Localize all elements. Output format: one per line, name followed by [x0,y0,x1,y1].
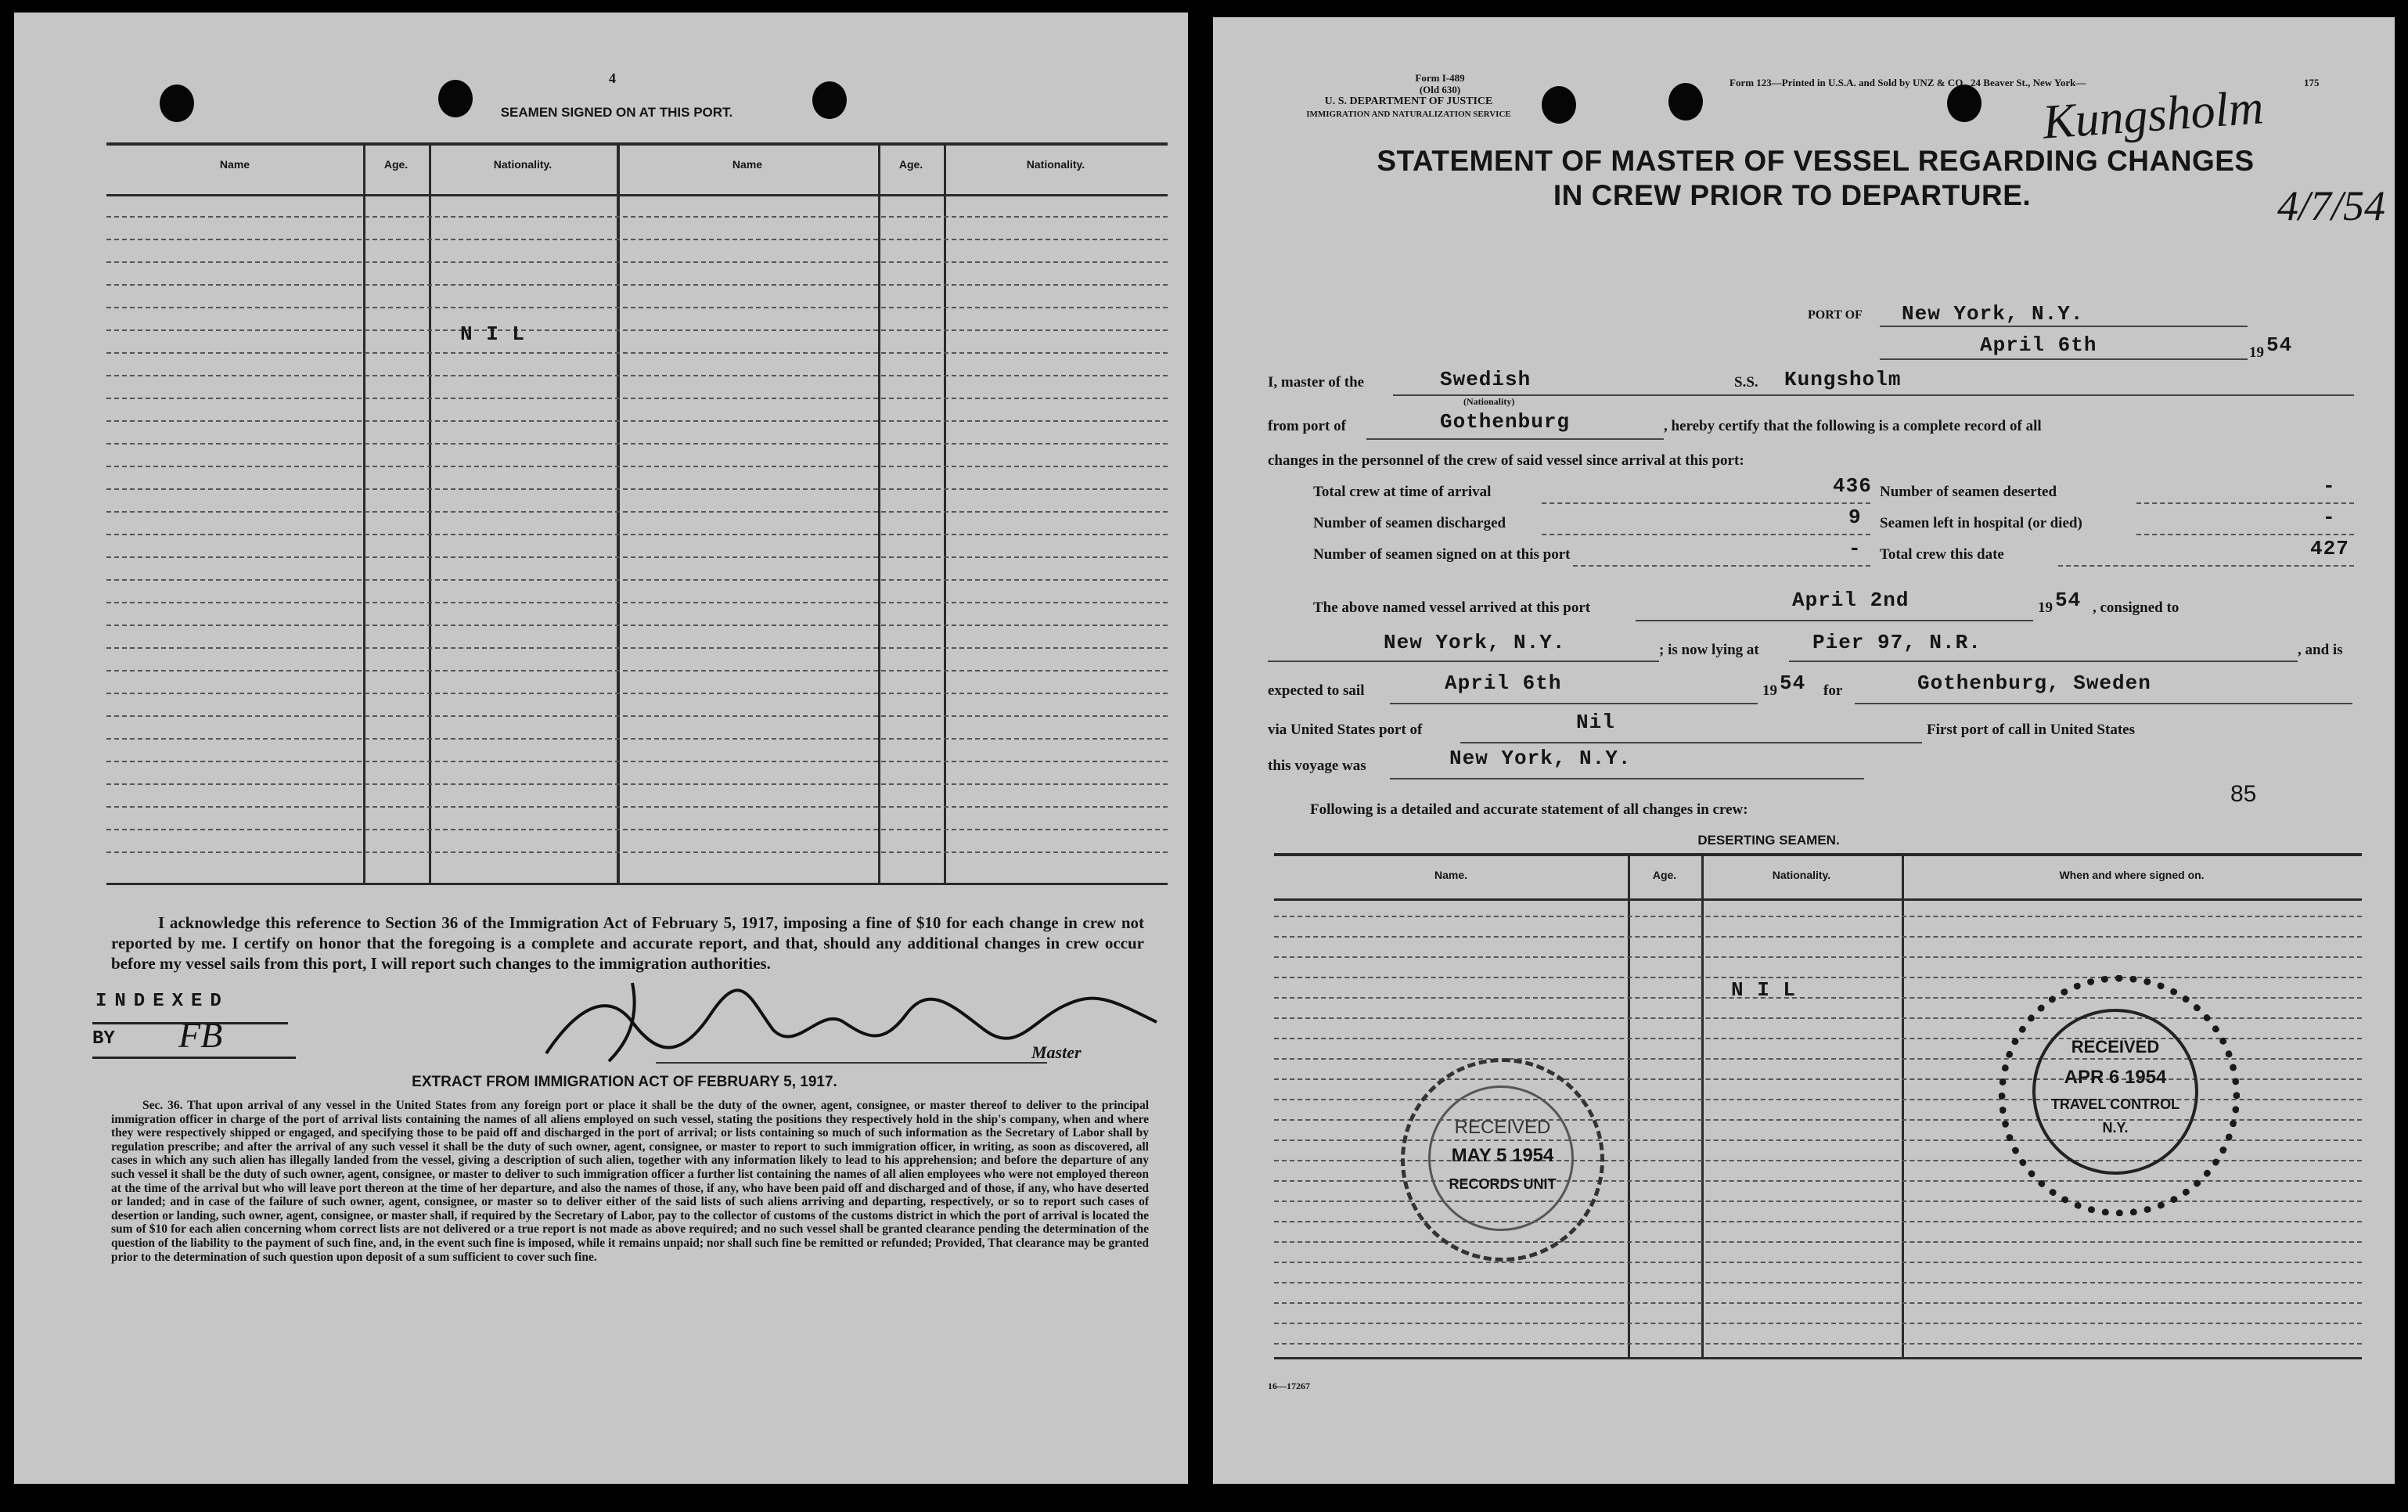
hospital-label: Seamen left in hospital (or died) [1880,515,2082,531]
total-crew-arrival-value: 436 [1833,474,1872,498]
binder-hole [160,85,194,122]
extract-title: EXTRACT FROM IMMIGRATION ACT OF FEBRUARY 5, 1917. [412,1074,837,1090]
binder-hole [1947,85,1981,122]
table-row-line [106,511,1168,513]
indexed-initials: FB [178,1015,223,1055]
discharged-value: 9 [1848,506,1862,529]
indexed-stamp: INDEXED BY FB [92,991,327,1077]
table-row-line [106,375,1168,376]
via-label: via United States port of [1268,722,1423,738]
arrived-label: The above named vessel arrived at this port [1313,599,1591,616]
table-row-line [106,261,1168,263]
page-count: 85 [2230,781,2257,807]
table-row-line [1274,956,2362,958]
binder-hole [1668,83,1703,121]
handwritten-date: 4/7/54 [2277,182,2386,229]
table-row-line [1274,1262,2362,1263]
certify-text: , hereby certify that the following is a complete record of all [1664,418,2042,434]
expected-label: expected to sail [1268,682,1365,699]
via-value: Nil [1576,711,1615,734]
table-row-line [106,488,1168,490]
port-label: PORT OF [1808,308,1863,322]
table-row-line [106,670,1168,671]
nationality-value: Swedish [1440,368,1532,391]
handwritten-ship-name: Kungsholm [2040,81,2266,149]
table-row-line [106,420,1168,422]
table-row-line [106,307,1168,308]
column-header: Age. [1652,869,1677,881]
arrived-year: 54 [2055,589,2082,612]
table-row-line [106,216,1168,218]
deserting-title: DESERTING SEAMEN. [1697,833,1840,848]
table-row-line [106,556,1168,558]
column-header: Name. [1434,869,1468,881]
page-number: 4 [609,70,616,86]
consigned-label: , consigned to [2093,599,2179,616]
form-number-block: Form I-489 (Old 630) [1415,72,1465,95]
table-row-line [106,738,1168,740]
year-suffix: 54 [2266,333,2293,357]
vessel-name: Kungsholm [1784,368,1902,391]
footer-code: 16—17267 [1268,1381,1310,1391]
section-title: SEAMEN SIGNED ON AT THIS PORT. [500,105,733,120]
table-row-line [1274,997,2362,999]
table-row-line [1274,1282,2362,1283]
table-row-line [106,783,1168,785]
nationality-caption: (Nationality) [1463,396,1515,407]
from-port-label: from port of [1268,418,1346,434]
table-row-line [106,579,1168,581]
expected-value: April 6th [1445,671,1562,695]
table-row-line [106,715,1168,717]
master-label: Master [1031,1042,1082,1062]
table-row-line [106,534,1168,535]
expected-year: 54 [1780,671,1806,695]
extract-text: Sec. 36. That upon arrival of any vessel in the United States from any foreign port or place it shall be the duty of the owner, agent, consignee, or master thereof to deliver to the principal immigration officer in charge of the port of arrival lists containing the names of all aliens employed on such vessel, stating the positions they respectively hold in the ship's company, when and where they were respectively shipped or engaged, and specifying those to be paid off and discharged in the port of arrival; or lists containing so much of such information as the Secretary of Labor shall by regulation prescribe; and after the arrival of any such vessel it shall be the duty of such owner, agent, consignee, or master to report to such immigration officer, in writing, as soon as discovered, all cases in which any such alien has illegally landed from the vessel, giving a description of such alien, together with any information likely to lead to his apprehension; and before the departure of any such vessel it shall be the duty of such owner, agent, consignee, or master to deliver to such immigration officer a further list containing the names of all alien employees who were not employed thereon at the time of the arrival but who will leave port thereon at the time of her departure, and also the names of those, if any, who have been paid off and discharged and of those, if any, who have deserted or landed; and in case of the failure of such owner, agent, consignee, or master so to deliver either of the said lists of such aliens arriving and departing, respectively, or so to report such cases of desertion or landing, such owner, agent, consignee, or master shall, if required by the Secretary of Labor, pay to the collector of customs of the customs district in which the port of arrival is located the sum of $10 for each alien concerning whom correct lists are not delivered or a true report is not made as above required; and no such vessel shall be granted clearance pending the determination of the question of the liability to the payment of such fine, and, in the event such fine is imposed, while it remains unpaid; nor shall such fine be remitted or refunded; Provided, That clearance may be granted prior to the determination of such question upon deposit of a sum sufficient to cover such fine. [111,1099,1149,1264]
consignee-value: New York, N.Y. [1384,631,1566,654]
nil-entry: N I L [1731,978,1797,1002]
lying-label: ; is now lying at [1659,642,1759,658]
column-header: Age. [383,158,409,171]
from-port-value: Gothenburg [1440,410,1571,434]
discharged-label: Number of seamen discharged [1313,515,1506,531]
table-row-line [106,761,1168,762]
acknowledgment-text: I acknowledge this reference to Section 36 of the Immigration Act of February 5, 1917, imposing a fine of $10 for each change in crew not reported by me. I certify on honor that the foregoing is a complete and accurate report, and that, should any additional changes in crew occur before my vessel sails from this port, I will report such changes to the immigration authorities. [111,913,1144,973]
year-prefix: 19 [2038,599,2053,616]
table-row-line [106,851,1168,853]
vessel-prefix: S.S. [1734,374,1758,391]
total-crew-date-label: Total crew this date [1880,546,2004,563]
table-row-line [106,466,1168,467]
column-header: Nationality. [1772,869,1831,881]
document-title: STATEMENT OF MASTER OF VESSEL REGARDING CHANGES IN CREW PRIOR TO DEPARTURE. [1377,145,2255,211]
travel-control-stamp: RECEIVED APR 6 1954 TRAVEL CONTROL N.Y. [1999,975,2240,1216]
lying-value: Pier 97, N.R. [1812,631,1981,654]
left-page [14,13,1188,1484]
right-page [1213,17,2395,1484]
table-row-line [106,829,1168,830]
year-prefix: 19 [1762,682,1777,699]
agency-block: U. S. DEPARTMENT OF JUSTICE IMMIGRATION AND NATURALIZATION SERVICE [1306,95,1511,119]
column-header: Age. [898,158,923,171]
table-row-line [106,647,1168,649]
table-row-line [106,602,1168,603]
table-row-line [1274,1343,2362,1345]
column-header: Nationality. [1026,158,1085,171]
table-row-line [106,693,1168,694]
table-row-line [106,284,1168,286]
arrived-value: April 2nd [1792,589,1909,612]
voyage-label: this voyage was [1268,758,1366,774]
table-row-line [1274,1241,2362,1243]
column-header: Nationality. [493,158,553,171]
master-of-label: I, master of the [1268,374,1365,391]
table-row-line [106,398,1168,399]
date-value: April 6th [1980,333,2097,357]
table-row-line [1274,1323,2362,1324]
first-port-label: First port of call in United States [1927,722,2135,738]
printer-note: Form 123—Printed in U.S.A. and Sold by UNZ & CO., 24 Beaver St., New York— [1730,77,2086,88]
table-row-line [1274,916,2362,917]
hospital-value: - [2323,506,2336,529]
destination-value: Gothenburg, Sweden [1917,671,2151,695]
table-row-line [106,806,1168,808]
deserted-label: Number of seamen deserted [1880,484,2057,500]
signed-on-value: - [1848,537,1862,560]
signed-on-label: Number of seamen signed on at this port [1313,546,1571,563]
port-value: New York, N.Y. [1902,302,2084,326]
table-row-line [106,443,1168,445]
for-label: for [1823,682,1843,699]
table-row-line [1274,977,2362,978]
nil-entry: N I L [460,322,526,346]
column-header: Name [219,158,250,171]
table-row-line [106,329,1168,331]
voyage-value: New York, N.Y. [1449,747,1632,770]
table-row-line [1274,1302,2362,1304]
column-header: When and where signed on. [2059,869,2205,881]
table-row-line [106,625,1168,626]
table-row-line [106,239,1168,240]
column-header: Name [732,158,763,171]
changes-text: changes in the personnel of the crew of said vessel since arrival at this port: [1268,452,1744,469]
total-crew-date-value: 427 [2310,537,2349,560]
total-crew-arrival-label: Total crew at time of arrival [1313,484,1492,500]
printer-number: 175 [2304,77,2320,88]
following-text: Following is a detailed and accurate statement of all changes in crew: [1310,801,1748,818]
table-row-line [1274,936,2362,938]
year-prefix: 19 [2249,344,2264,361]
and-is-label: , and is [2298,642,2343,658]
deserted-value: - [2323,474,2336,498]
table-row-line [106,352,1168,354]
records-unit-stamp: RECEIVED MAY 5 1954 RECORDS UNIT [1401,1058,1604,1262]
